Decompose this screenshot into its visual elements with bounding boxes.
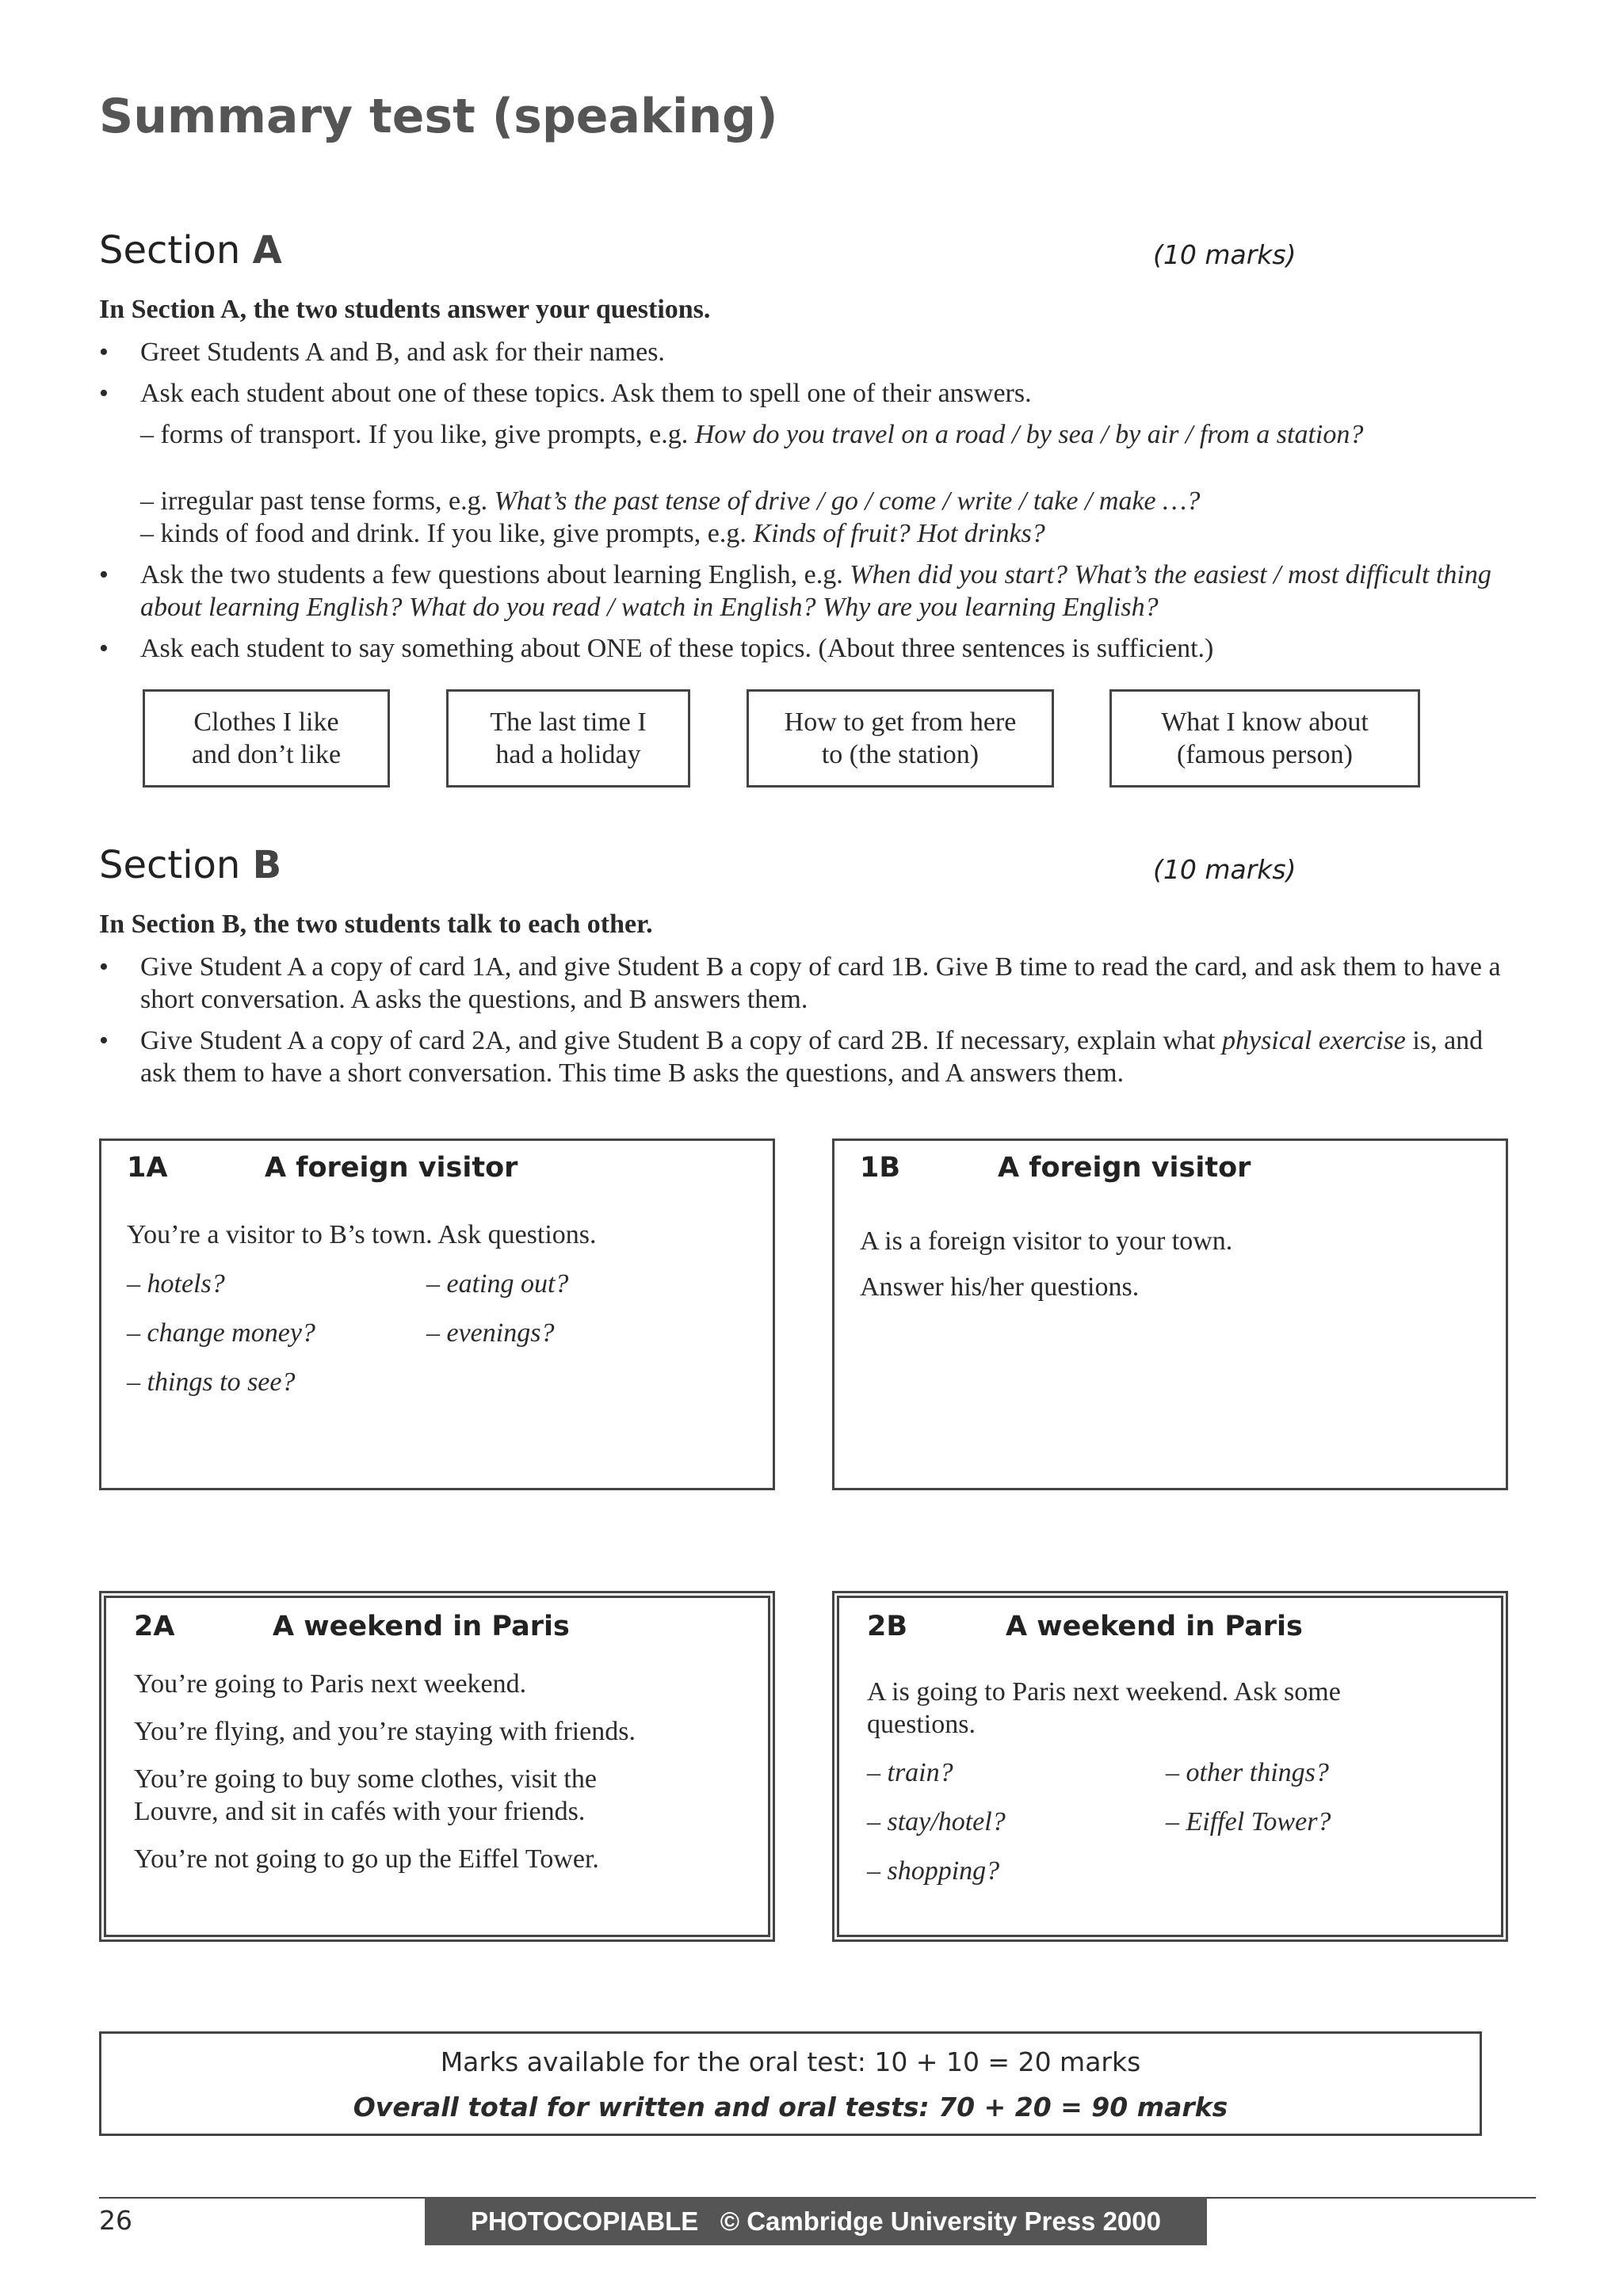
topic-box-1-line-2: and don’t like (191, 740, 342, 769)
card-2a (99, 1591, 775, 1942)
card-1b-code: 1B (860, 1152, 901, 1184)
card-1a-prompt-text: – change money? (127, 1318, 315, 1348)
sub-item-example: Kinds of fruit? Hot drinks? (753, 519, 1045, 548)
card-2a-line: Louvre, and sit in cafés with your friends. (134, 1797, 586, 1826)
topic-box-4-line-1: What I know about (1161, 707, 1369, 737)
card-2b-prompt (1166, 1806, 1331, 1838)
section-a-sub-item-2 (140, 485, 1487, 517)
card-2a-line: You’re going to buy some clothes, visit the (134, 1764, 597, 1794)
card-2b-prompt (867, 1756, 953, 1789)
card-2b-prompt-text: – train? (867, 1758, 953, 1787)
card-1b-title: A foreign visitor (998, 1152, 1251, 1184)
card-2b-prompt (1166, 1756, 1329, 1789)
section-a-bullet-2: • Ask each student about one of these topics. Ask them to spell one of their answers. (99, 379, 1032, 408)
card-2b-prompt-text: – stay/hotel? (867, 1807, 1006, 1836)
overall-marks-total: Overall total for written and oral tests: 70 + 20 = 90 marks (353, 2092, 1228, 2122)
topic-box-3 (747, 689, 1054, 788)
card-1a-prompt-text: – evenings? (426, 1318, 555, 1348)
sub-item-text: – kinds of food and drink. If you like, give prompts, e.g. (140, 519, 754, 548)
section-b-marks: (10 marks) (1153, 854, 1296, 885)
card-2b-prompt-text: – Eiffel Tower? (1166, 1807, 1331, 1836)
section-b-bullet-1: • Give Student A a copy of card 1A, and give Student B a copy of card 1B. Give B time to read the card, and ask them to have a short conversation. A asks the questions, and B answers them. (99, 952, 1501, 1014)
section-b-bullet-2-term: physical exercise (1221, 1026, 1406, 1055)
section-a-bullet-4-text: Ask each student to say something about ONE of these topics. (About three sentences is sufficient.) (140, 634, 1214, 663)
sub-item-example: What’s the past tense of drive / go / come / write / take / make …? (494, 486, 1201, 516)
photocopiable-text: PHOTOCOPIABLE © Cambridge University Press 2000 (470, 2206, 1161, 2236)
card-2b-prompt-text: – other things? (1166, 1758, 1329, 1787)
card-2b-prompt (867, 1855, 999, 1887)
card-2b-prompt-text: – shopping? (867, 1856, 1000, 1886)
topic-box-3-line-2: to (the station) (821, 740, 980, 769)
section-a-bullet-3: • Ask the two students a few questions about learning English, e.g. When did you start? What’s the easiest / most difficult thing about learning English? What do you read / watch in English? Why are you learning English? (99, 560, 1491, 622)
card-1a-prompt (426, 1317, 554, 1349)
card-2a-line: You’re going to Paris next weekend. (134, 1669, 527, 1699)
sub-item-text: – irregular past tense forms, e.g. (140, 486, 495, 516)
page-title: Summary test (speaking) (99, 89, 778, 144)
topic-box-2-line-2: had a holiday (495, 740, 641, 769)
card-1b-line: Answer his/her questions. (860, 1272, 1140, 1302)
card-1a-prompt-text: – eating out? (426, 1269, 569, 1299)
section-b-bullet-2-text-a: Give Student A a copy of card 2A, and give Student B a copy of card 2B. If necessary, explain what (140, 1026, 1222, 1055)
card-2a-code: 2A (134, 1611, 175, 1642)
card-1a-prompt-text: – things to see? (127, 1367, 296, 1397)
topic-box-2-line-1: The last time I (490, 707, 647, 737)
section-a-bullet-3-examples: When did you start? What’s the easiest / most difficult thing about learning English? What do you read / watch in English? Why are you learning English? (140, 560, 1491, 622)
section-a-sub-item-3 (140, 517, 1487, 550)
photocopiable-banner (425, 2198, 1207, 2245)
section-b-heading (99, 843, 281, 887)
card-1a-instruction: You’re a visitor to B’s town. Ask questions. (127, 1220, 597, 1249)
sub-item-example: How do you travel on a road / by sea / by air / from a station? (694, 420, 1364, 449)
section-a-heading-letter: A (252, 228, 282, 273)
section-a-intro: In Section A, the two students answer your questions. (99, 295, 711, 324)
totals-box (99, 2031, 1482, 2136)
card-1a-prompt (127, 1268, 225, 1300)
card-2b-prompt (867, 1806, 1006, 1838)
section-b-bullet-2: • Give Student A a copy of card 2A, and give Student B a copy of card 2B. If necessary, explain what physical exercise is, and ask them to have a short conversation. This time B asks the questions, and A answers them. (99, 1026, 1484, 1088)
card-1a (99, 1138, 775, 1490)
topic-box-2 (446, 689, 690, 788)
topic-box-3-line-1: How to get from here (784, 707, 1017, 737)
card-2a-line: You’re flying, and you’re staying with friends. (134, 1717, 636, 1746)
section-b-bullet-1-text: Give Student A a copy of card 1A, and give Student B a copy of card 1B. Give B time to read the card, and ask them to have a short conversation. A asks the questions, and B answers them. (140, 952, 1501, 1014)
card-2b-title: A weekend in Paris (1006, 1611, 1303, 1642)
card-2a-title: A weekend in Paris (273, 1611, 570, 1642)
card-1a-prompt (426, 1268, 568, 1300)
section-a-bullet-4: • Ask each student to say something about ONE of these topics. (About three sentences is sufficient.) (99, 634, 1214, 663)
card-1a-prompt (127, 1366, 295, 1398)
section-a-bullet-3-text: Ask the two students a few questions about learning English, e.g. (140, 560, 850, 589)
section-a-bullet-2-text: Ask each student about one of these topics. Ask them to spell one of their answers. (140, 379, 1032, 408)
card-1a-code: 1A (127, 1152, 168, 1184)
card-2b-code: 2B (867, 1611, 908, 1642)
section-a-sub-item-1 (140, 418, 1487, 451)
section-a-heading (99, 228, 282, 273)
oral-marks-total: Marks available for the oral test: 10 + 10 = 20 marks (440, 2046, 1141, 2077)
section-b-bullet-2-text-b: is, and ask them to have a short conversation. This time B asks the questions, and A answers them. (140, 1026, 1484, 1088)
card-1b (832, 1138, 1508, 1490)
section-b-intro: In Section B, the two students talk to each other. (99, 910, 653, 939)
card-2b (832, 1591, 1508, 1942)
topic-box-1 (143, 689, 390, 788)
card-2b-line: questions. (867, 1710, 976, 1739)
section-b-heading-word: Section (99, 843, 241, 887)
page-number: 26 (99, 2205, 132, 2236)
section-a-bullet-1-text: Greet Students A and B, and ask for their names. (140, 338, 665, 367)
topic-box-4 (1109, 689, 1420, 788)
section-a-bullet-1: • Greet Students A and B, and ask for their names. (99, 338, 665, 367)
card-2b-line: A is going to Paris next weekend. Ask some (867, 1677, 1341, 1707)
card-1a-title: A foreign visitor (265, 1152, 518, 1184)
card-2a-line: You’re not going to go up the Eiffel Tower. (134, 1844, 599, 1874)
section-a-heading-word: Section (99, 228, 241, 273)
card-1b-line: A is a foreign visitor to your town. (860, 1226, 1233, 1256)
card-1a-prompt (127, 1317, 315, 1349)
card-1a-prompt-text: – hotels? (127, 1269, 225, 1299)
section-a-marks: (10 marks) (1153, 239, 1296, 270)
section-b-heading-letter: B (252, 843, 282, 887)
sub-item-text: – forms of transport. If you like, give prompts, e.g. (140, 420, 695, 449)
topic-box-1-line-1: Clothes I like (193, 707, 339, 737)
topic-box-4-line-2: (famous person) (1177, 740, 1353, 769)
